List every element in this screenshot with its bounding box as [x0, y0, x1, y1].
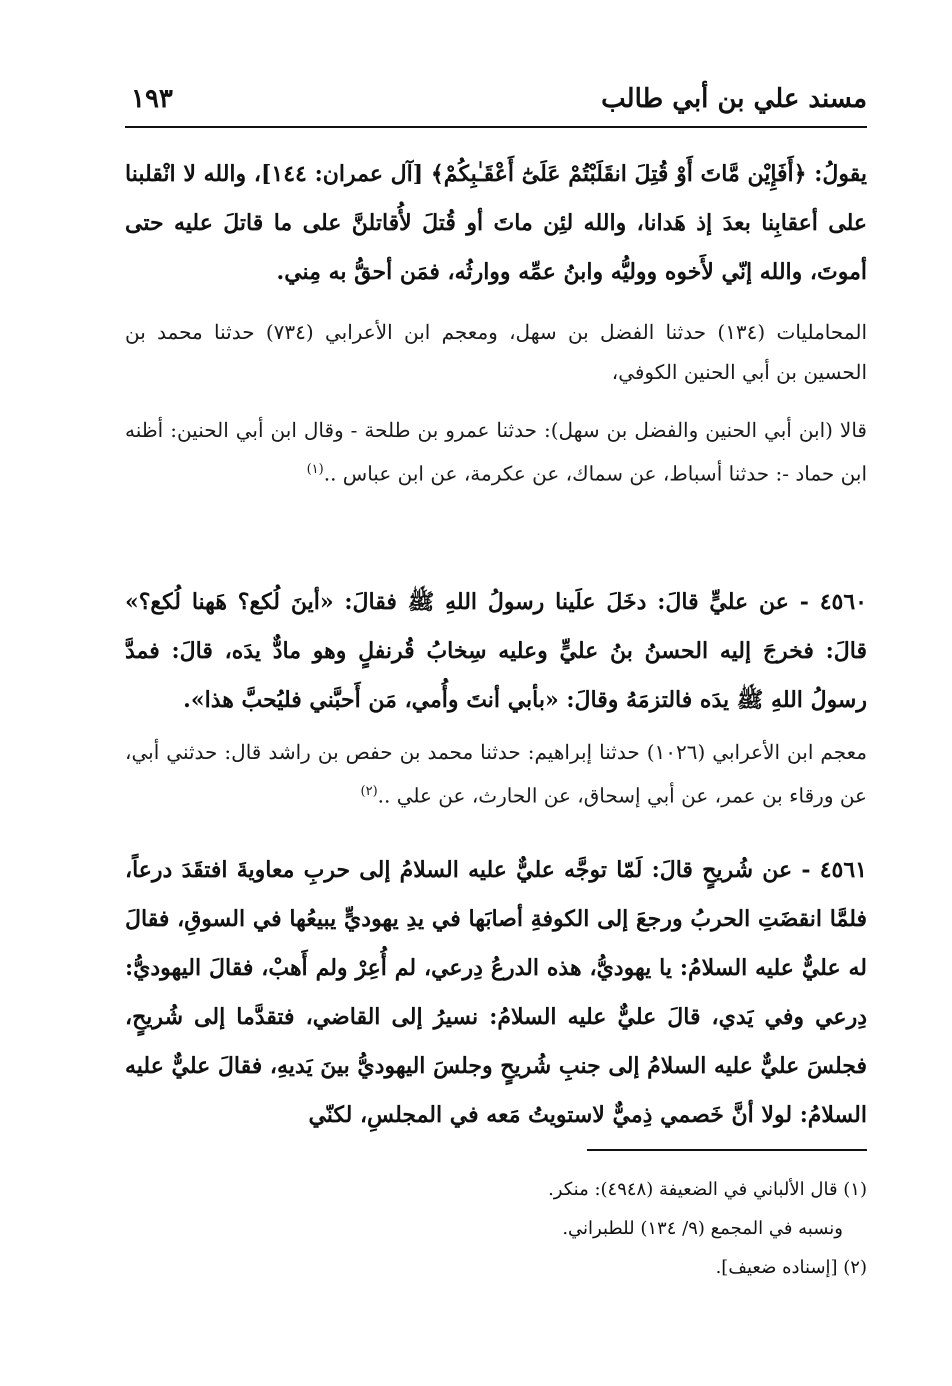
hadith-text: ٤٥٦٠ - عن عليٍّ قالَ: دخَلَ علَينا رسولُ اللهِ ﷺ فقالَ: «أينَ لُكع؟ هَهنا لُكع؟» قالَ: فخرجَ إليه الحسنُ بنُ عليٍّ وعليه سِخابُ قُرنفلٍ وهو مادٌّ يدَه، قالَ: فمدَّ رسولُ اللهِ ﷺ يدَه فالتزمَهُ وقالَ: «بأبي أنتَ وأُمي، مَن أَحبَّني فليُحبَّ هذا».	[125, 589, 867, 713]
footnote-1-continuation: ونسبه في المجمع (٩/ ١٣٤) للطبراني.	[562, 1218, 843, 1239]
footnote-2: (٢) [إسناده ضعيف].	[715, 1257, 867, 1278]
quran-verse: ﴿أَفَإِيْن مَّاتَ أَوْ قُتِلَ انقَلَبْتُمْ عَلَىٰٓ أَعْقَـٰبِكُمْ﴾	[430, 161, 807, 187]
hadith-4560-paragraph	[125, 578, 867, 725]
footnotes	[125, 1170, 867, 1287]
isnad-reference	[125, 410, 867, 494]
footnote-marker: (١)	[306, 462, 324, 477]
reference-text: معجم ابن الأعرابي (١٠٢٦) حدثنا إبراهيم: حدثنا محمد بن حفص بن راشد قال: حدثني أبي، عن ورقاء بن عمر، عن أبي إسحاق، عن الحارث، عن علي ..	[125, 740, 868, 808]
hadith-text: ٤٥٦١ - عن شُريحٍ قالَ: لَمّا توجَّه عليٌّ عليه السلامُ إلى حربِ معاويةَ افتقَدَ درعاً، فلمَّا انقضَتِ الحربُ ورجعَ إلى الكوفةِ أصابَها في يدِ يهوديٍّ يبيعُها في السوقِ، فقالَ له عليٌّ عليه السلامُ: يا يهوديُّ، هذه الدرعُ دِرعي، لم أُعِرْ ولم أَهبْ، فقالَ اليهوديُّ: دِرعي وفي يَدي، قالَ عليٌّ عليه السلامُ: نسيرُ إلى القاضي، فتقدَّما إلى شُريحٍ، فجلسَ عليٌّ عليه السلامُ إلى جنبِ شُريحٍ وجلسَ اليهوديُّ بينَ يَديهِ، فقالَ عليٌّ عليه السلامُ: لولا أنَّ خَصمي ذِميٌّ لاستويتُ مَعه في المجلسِ، لكنّي	[125, 857, 867, 1128]
quote-prefix: يقولُ:	[806, 161, 868, 187]
reference-text: قالا (ابن أبي الحنين والفضل بن سهل): حدثنا عمرو بن طلحة - وقال ابن أبي الحنين: أظنه ابن حماد -: حدثنا أسباط، عن سماك، عن عكرمة، عن ابن عباس ..	[125, 418, 867, 486]
reference-text: المحامليات (١٣٤) حدثنا الفضل بن سهل، ومعجم ابن الأعرابي (٧٣٤) حدثنا محمد بن الحسين بن أبي الحنين الكوفي،	[125, 320, 868, 384]
hadith-continuation-paragraph	[125, 150, 867, 297]
source-reference	[125, 312, 867, 392]
page-number: ١٩٣	[131, 84, 173, 114]
hadith-text: [آل عمران: ١٤٤]، والله لا انْقلبنا على أعقابِنا بعدَ إذ هَدانا، والله لئِن ماتَ أو قُتلَ لأُقاتلنَّ على ما قاتلَ عليه حتى أموتَ، والله إنّي لأَخوه ووليُّه وابنُ عمِّه ووارثُه، فمَن أحقُّ به مِني.	[125, 161, 867, 285]
hadith-4561-paragraph	[125, 846, 867, 1140]
header-divider	[125, 126, 867, 128]
source-reference	[125, 732, 867, 816]
footnote-divider	[587, 1149, 867, 1151]
page-header	[125, 80, 867, 128]
running-title: مسند علي بن أبي طالب	[601, 84, 867, 114]
footnote-marker: (٢)	[360, 784, 378, 799]
footnote-1: (١) قال الألباني في الضعيفة (٤٩٤٨): منكر.	[548, 1179, 867, 1200]
